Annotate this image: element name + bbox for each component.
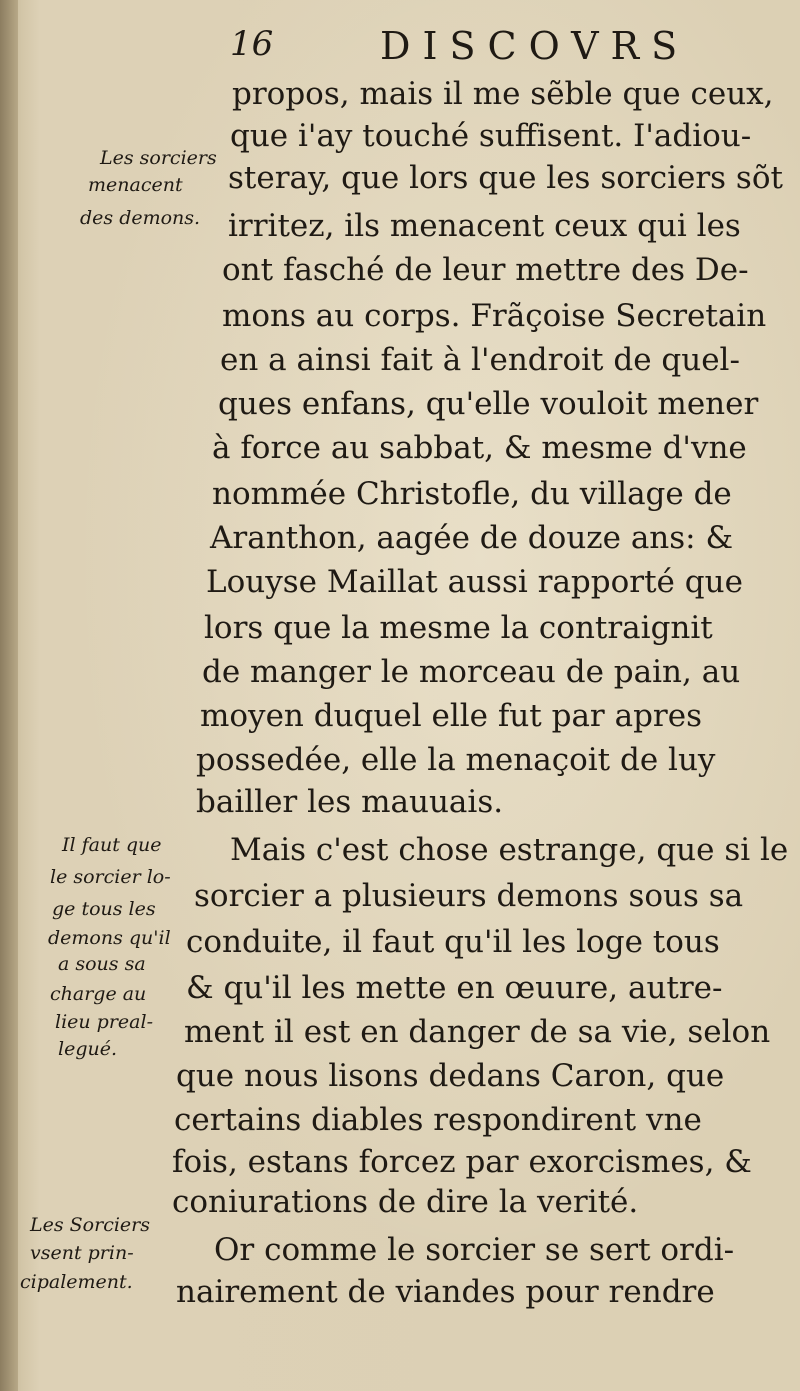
binding-gutter: [0, 0, 18, 1391]
text-line: sorcier a plusieurs demons sous sa: [194, 878, 744, 914]
page-header: [230, 20, 750, 70]
text-line: nairement de viandes pour rendre: [176, 1274, 715, 1310]
text-line: bailler les mauuais.: [196, 784, 504, 820]
margin-note-line: des demons.: [80, 207, 201, 229]
text-line: ment il est en danger de sa vie, selon: [184, 1014, 771, 1050]
page-number: 16: [230, 24, 274, 64]
margin-note-line: Les sorciers: [100, 147, 217, 169]
text-line: steray, que lors que les sorciers sõt: [228, 160, 783, 196]
text-line: conduite, il faut qu'il les loge tous: [186, 924, 720, 960]
margin-note-line: lieu preal-: [55, 1011, 153, 1033]
text-line: lors que la mesme la contraignit: [204, 610, 713, 646]
text-line: fois, estans forcez par exorcismes, &: [172, 1144, 752, 1180]
text-line: que i'ay touché suffisent. I'adiou-: [230, 118, 752, 154]
margin-note-line: Il faut que: [62, 834, 162, 856]
text-line: ont fasché de leur mettre des De-: [222, 252, 749, 288]
text-line: propos, mais il me sẽble que ceux,: [232, 76, 774, 112]
text-line: mons au corps. Frãçoise Secretain: [222, 298, 767, 334]
margin-note-line: charge au: [50, 983, 147, 1005]
text-line: irritez, ils menacent ceux qui les: [228, 208, 741, 244]
text-line: moyen duquel elle fut par apres: [200, 698, 702, 734]
text-line: coniurations de dire la verité.: [172, 1184, 639, 1220]
text-line: que nous lisons dedans Caron, que: [176, 1058, 725, 1094]
margin-note-line: ge tous les: [52, 898, 156, 920]
text-line: certains diables respondirent vne: [174, 1102, 702, 1138]
text-line: Or comme le sorcier se sert ordi-: [214, 1232, 735, 1268]
margin-note-line: legué.: [58, 1038, 118, 1060]
text-line: & qu'il les mette en œuure, autre-: [186, 970, 723, 1006]
margin-note-line: a sous sa: [58, 953, 146, 975]
margin-note-line: le sorcier lo-: [50, 866, 171, 888]
text-line: de manger le morceau de pain, au: [202, 654, 741, 690]
text-line: en a ainsi fait à l'endroit de quel-: [220, 342, 740, 378]
text-line: possedée, elle la menaçoit de luy: [196, 742, 716, 778]
margin-note-line: demons qu'il: [48, 927, 171, 949]
margin-note-line: Les Sorciers: [30, 1214, 150, 1236]
margin-note-line: vsent prin-: [30, 1242, 134, 1264]
text-line: Louyse Maillat aussi rapporté que: [206, 564, 743, 600]
text-line: ques enfans, qu'elle vouloit mener: [218, 386, 759, 422]
text-line: Aranthon, aagée de douze ans: &: [210, 520, 734, 556]
text-line: Mais c'est chose estrange, que si le: [230, 832, 789, 868]
text-line: à force au sabbat, & mesme d'vne: [212, 430, 747, 466]
running-title: DISCOVRS: [380, 24, 690, 68]
margin-note-line: menacent: [88, 174, 183, 196]
margin-note-line: cipalement.: [20, 1271, 133, 1293]
text-line: nommée Christofle, du village de: [212, 476, 732, 512]
